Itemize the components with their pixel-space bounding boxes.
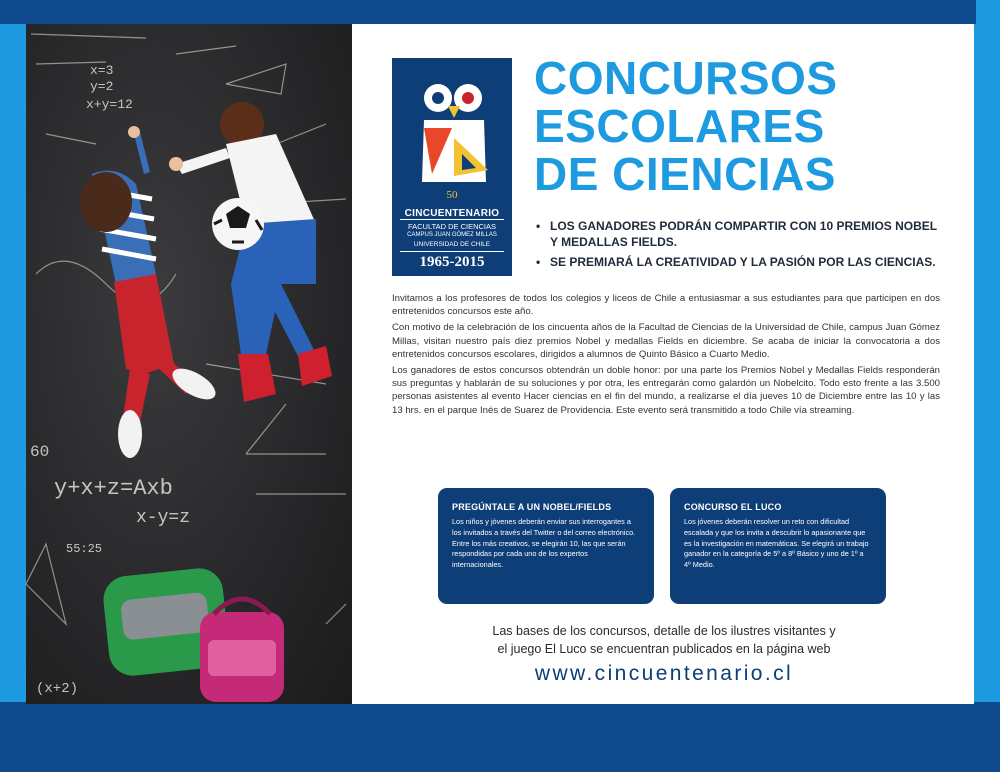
paragraph-intro: Invitamos a los profesores de todos los colegios y liceos de Chile a entusiasmar a sus estudiantes para que participen en dos entretenidos concursos este año. xyxy=(392,293,940,318)
logo-faculty: FACULTAD DE CIENCIAS xyxy=(407,222,497,231)
chalk-eq1: x=3 xyxy=(90,63,114,78)
chalk-eq5: x-y=z xyxy=(136,508,191,528)
logo-name: CINCUENTENARIO xyxy=(404,208,500,219)
kids-illustration xyxy=(26,24,352,704)
footer-line-2: el juego El Luco se encuentran publicados en la página web xyxy=(497,642,831,656)
chalk-eq6: 55:25 xyxy=(66,542,103,556)
contest-box-luco xyxy=(670,488,886,604)
title-line-1: CONCURSOS xyxy=(534,52,838,104)
footer-note xyxy=(440,622,888,658)
contest-box-nobel xyxy=(438,488,654,604)
chalk-eq2: y=2 xyxy=(90,79,114,94)
owl-icon xyxy=(392,58,512,208)
logo-divider xyxy=(400,219,504,220)
frame-bottom xyxy=(0,702,1000,772)
contest-box-title: PREGÚNTALE A UN NOBEL/FIELDS xyxy=(452,502,612,512)
frame-right xyxy=(976,0,1000,772)
logo-campus: CAMPUS JUAN GÓMEZ MILLAS xyxy=(407,232,497,238)
footer-line-1: Las bases de los concursos, detalle de los ilustres visitantes y xyxy=(492,624,836,638)
girl-figure xyxy=(80,126,220,458)
backpacks xyxy=(101,566,284,702)
chalkboard-photo xyxy=(26,24,352,704)
highlights-list xyxy=(536,218,946,274)
contest-box-text: Los niños y jóvenes deberán enviar sus interrogantes a los invitados a través del Twitter o del correo electrónico. Entre los más creativos, se elegirán 10, las que serán respondidas por cada uno de los expertos internacionales. xyxy=(452,517,636,570)
paragraph-winners: Los ganadores de estos concursos obtendrán un doble honor: por una parte los Premios Nobel y Medallas Fields responderán sus preguntas y hablarán de su soluciones y por otra, les entregarán como galardón un Nobelcito. Todo esto frente a las 3.500 personas asistentes al evento Hacer ciencias en el fin del mundo, a realizarse el día jueves 10 de Diciembre entre las 10 y las 13 hrs. en el parque Inés de Suarez de Providencia. Este evento será transmitido a todo Chile vía streaming. xyxy=(392,365,940,416)
website-link[interactable]: www.cincuentenario.cl xyxy=(534,662,794,685)
highlight-item: • SE PREMIARÁ LA CREATIVIDAD Y LA PASIÓN POR LAS CIENCIAS. xyxy=(536,254,946,270)
chalk-eq8: (x+2) xyxy=(36,681,79,697)
chalk-eq3: x+y=12 xyxy=(86,97,133,112)
contest-box-title: CONCURSO EL LUCO xyxy=(684,502,782,512)
chalk-eq4: y+x+z=Axb xyxy=(54,476,173,501)
title-line-3: DE CIENCIAS xyxy=(534,148,836,200)
body-text xyxy=(392,292,940,420)
title-line-2: ESCOLARES xyxy=(534,100,825,152)
contest-box-text: Los jóvenes deberán resolver un reto con dificultad escalada y que los invita a descubrir lo apasionante que es la investigación en matemáticas. Se elegirá un trabajo ganador en la categoría de 5º a 8º Básico y uno de 1º a 4º Medio. xyxy=(684,517,869,570)
logo-years: 1965-2015 xyxy=(419,254,485,270)
logo-mark: 50 xyxy=(446,189,458,201)
logo-university: UNIVERSIDAD DE CHILE xyxy=(413,241,491,248)
logo-divider-2 xyxy=(400,251,504,252)
paragraph-celebration: Con motivo de la celebración de los cincuenta años de la Facultad de Ciencias de la Universidad de Chile, campus Juan Gómez Millas, visitan nuestro país diez premios Nobel y medallas Fields en diciembre. Se acaba de iniciar la convocatoria a dos entretenidos concursos escolares, dirigidos a alumnos de Quinto Básico a Cuarto Medio. xyxy=(392,322,940,360)
cincuentenario-logo xyxy=(392,58,512,276)
page-title xyxy=(534,54,838,198)
boy-figure xyxy=(169,102,332,402)
frame-left xyxy=(0,0,26,772)
frame-top xyxy=(0,0,1000,24)
chalk-eq7: 60 xyxy=(30,443,50,461)
highlight-item: • LOS GANADORES PODRÁN COMPARTIR CON 10 PREMIOS NOBEL Y MEDALLAS FIELDS. xyxy=(536,218,946,250)
